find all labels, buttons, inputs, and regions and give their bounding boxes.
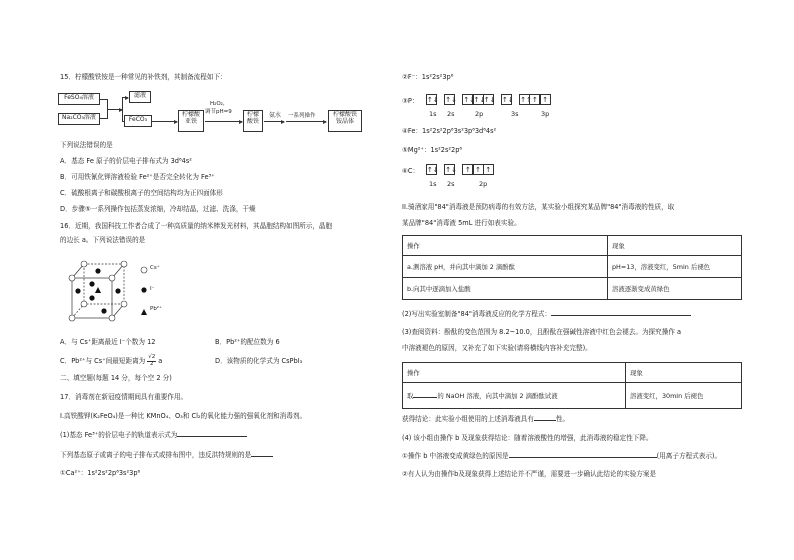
- flow-arrow-4: [286, 121, 326, 122]
- table-cell-prefix: 取: [407, 391, 414, 400]
- config-ca: ①Ca²⁺：1s²2s²2p⁶3s²3p⁶: [60, 469, 141, 477]
- orbital-cell: ↑↓: [445, 166, 457, 174]
- orbital-cell: ↑↓: [473, 96, 486, 104]
- conclusion-end: 性。: [555, 415, 570, 423]
- orbital-label: 3p: [541, 110, 550, 118]
- q17-part1-q1-text: (1)基态 Fe³⁺的价层电子的轨道表示式为: [60, 431, 178, 439]
- table-row: [403, 278, 742, 300]
- orbital-cell: ↑: [483, 164, 494, 175]
- flow-filtrate-box: 滤液: [129, 91, 151, 103]
- answer-blank[interactable]: [551, 315, 691, 316]
- part2-q4-2: ②有人认为由操作b及现象获得上述结论并不严谨，需要进一步确认此结论的实验方案是: [402, 470, 657, 478]
- section-2-heading: 二、填空题(每题 14 分，每个空 2 分): [60, 374, 172, 382]
- orbital-cell: ↑: [540, 94, 551, 105]
- part2-q4-1-text: ①操作 b 中溶液变成黄绿色的原因是: [402, 452, 509, 460]
- fraction-numerator: √2: [148, 354, 156, 360]
- orbital-cell: ↑: [529, 94, 540, 105]
- q16-option-b: B．Pb²⁺的配位数为 6: [215, 338, 280, 346]
- config-c-label: ⑥C：: [402, 167, 420, 175]
- config-f: ②F⁻：1s²2s²3p⁶: [402, 73, 454, 81]
- part2-q2-text: (2)写出实验室制备"84"消毒液反应的化学方程式：: [402, 310, 552, 318]
- legend-cs: Cs⁺: [150, 265, 160, 271]
- orbital-cell: ↑↓: [502, 96, 514, 104]
- table-cell: [403, 383, 626, 409]
- answer-blank[interactable]: [251, 456, 273, 457]
- table-cell: pH=13，溶液变红，5min 后褪色: [608, 256, 742, 278]
- conclusion: [402, 415, 569, 423]
- flow-arrow-0: [108, 109, 122, 110]
- answer-blank[interactable]: [413, 397, 437, 398]
- flow-arrow-2: [205, 121, 242, 122]
- flow-feco3-box: FeCO₃: [124, 115, 152, 127]
- q15-option-a: A．基态 Fe 原子的价层电子排布式为 3d⁶4s²: [60, 157, 192, 165]
- q16-title: 16．近期，我国科技工作者合成了一种高质量的纳米棒发光材料，其晶胞结构如图所示，晶胞: [60, 222, 333, 230]
- q17-part1-intro: I.高铁酸钾(K₂FeO₄)是一种比 KMnO₄、O₃和 Cl₂的氧化能力强的强氧化剂和消毒剂。: [60, 412, 307, 420]
- legend-pb: Pb²⁺: [150, 306, 162, 312]
- orbital-gap: [436, 164, 444, 175]
- orbital-cell: ↑↓: [427, 96, 439, 104]
- q16-title-2: 的边长 a。下列说法错误的是: [60, 236, 146, 244]
- q16-option-d: D．该物质的化学式为 CsPbI₃: [215, 357, 303, 365]
- q15-title: 15．柠檬酸铁铵是一种常见的补铁剂，其制备流程如下：: [60, 73, 227, 81]
- flow-product-box: 柠檬酸铁铵晶体: [328, 110, 362, 132]
- flow-step1-box: 柠檬酸亚铁: [178, 110, 204, 132]
- table-cell: a.测溶液 pH，并向其中滴加 2 滴酚酞: [403, 256, 608, 278]
- orbital-diagram-c: [426, 164, 493, 175]
- orbital-cell: ↑↑: [520, 96, 532, 104]
- table-header: 现象: [608, 236, 742, 256]
- flow-split-line: [122, 97, 123, 121]
- q17-part1-q1: [60, 431, 247, 439]
- table-header: 现象: [626, 363, 742, 383]
- orbital-diagram-p: [426, 94, 550, 105]
- q16-option-a: A．与 Cs⁺距离最近 I⁻个数为 12: [60, 338, 156, 346]
- orbital-label: 1s: [429, 180, 437, 188]
- orbital-label: 2p: [475, 110, 484, 118]
- flow-arrow-filtrate: [122, 97, 128, 98]
- q17-title: 17．消毒剂在新冠疫情期间具有重要作用。: [60, 393, 188, 401]
- legend-i: I⁻: [150, 286, 155, 292]
- config-p-label: ③P：: [402, 97, 419, 105]
- part2-q4-1-end: (用离子方程式表示)。: [656, 452, 722, 460]
- orbital-cell: ↑↓: [463, 96, 476, 104]
- part2-q2: [402, 310, 691, 318]
- part2-q4-1: [402, 452, 721, 460]
- fraction: [147, 355, 156, 367]
- orbital-cell: ↑↓: [483, 96, 496, 104]
- q17-part1-hund: [60, 451, 273, 459]
- part2-intro-line2: 某品牌"84"消毒液 5mL 进行如表实验。: [402, 219, 521, 227]
- table-header: 操作: [403, 236, 608, 256]
- table-cell: b.向其中逐滴加入盐酸: [403, 278, 608, 300]
- flow-arrow-3: [264, 121, 284, 122]
- part2-q3-line2: 中溶液褪色的原因，又补充了如下实验(请将横线内容补充完整)。: [402, 344, 592, 352]
- orbital-label: 1s: [429, 110, 437, 118]
- experiment-table-2: [402, 362, 742, 409]
- orbital-gap: [436, 94, 444, 105]
- flow-arrow-1: [152, 121, 177, 122]
- orbital-label: 2s: [447, 110, 455, 118]
- part2-intro-line1: II.骑酒家用"84"消毒液是预防病毒的有效方法，某实验小组探究某品牌"84"消毒液的性质，取: [402, 203, 675, 211]
- table-cell: 溶液逐渐变成黄绿色: [608, 278, 742, 300]
- answer-blank[interactable]: [534, 420, 556, 421]
- flow-step2-box: 柠檬酸铁: [243, 110, 263, 132]
- q15-question: 下列说法错误的是: [60, 141, 113, 149]
- table-row: [403, 256, 742, 278]
- experiment-table-1: [402, 235, 742, 300]
- flow-condition-line1: H₂O₂，: [210, 101, 229, 107]
- flow-condition-line2: 调节pH=9: [205, 109, 232, 115]
- orbital-cell: ↑↓: [445, 96, 457, 104]
- flow-series-ops-label: 一系列操作: [288, 113, 316, 119]
- config-fe: ④Fe：1s²2s²2p⁶3s²3p⁶3d⁶4s²: [402, 127, 497, 135]
- flow-na2co3-box: Na₂CO₃溶液: [58, 113, 100, 125]
- answer-blank[interactable]: [177, 436, 247, 437]
- answer-blank[interactable]: [509, 457, 657, 458]
- fraction-denominator: 2: [150, 360, 154, 367]
- flow-ammonia-box: 氨水: [266, 112, 284, 124]
- orbital-cell: ↑: [473, 164, 484, 175]
- orbital-gap: [454, 94, 462, 105]
- orbital-gap: [493, 94, 501, 105]
- orbital-cell: ↑: [462, 164, 473, 175]
- part2-q4: (4) 该小组由操作 b 及现象获得结论：随着溶液酸性的增强，此消毒液的稳定性下降。: [402, 434, 653, 442]
- config-mg: ⑤Mg²⁺：1s²2s²2p⁶: [402, 146, 463, 154]
- q16-option-c: [60, 355, 162, 367]
- q16-option-c-unit: a: [158, 356, 163, 365]
- table-header: 操作: [403, 363, 626, 383]
- q15-option-d: D．步骤⑤一系列操作包括蒸发浓缩，冷却结晶，过滤、洗涤，干燥: [60, 205, 256, 213]
- orbital-label: 3s: [511, 110, 519, 118]
- table-row: [403, 383, 742, 409]
- table-cell-text: 的 NaOH 溶液，向其中滴加 2 滴酚酞试液: [437, 391, 558, 400]
- q15-option-c: C．硫酸根离子和碳酸根离子的空间结构均为正四面体形: [60, 189, 223, 197]
- orbital-gap: [511, 94, 519, 105]
- orbital-cell: ↑↓: [427, 166, 439, 174]
- orbital-label: 2s: [447, 180, 455, 188]
- conclusion-text: 获得结论：此实验小组使用的上述消毒液具有: [402, 415, 534, 423]
- crystal-cell-diagram: [62, 258, 182, 326]
- table-cell: 溶液变红，30min 后褪色: [626, 383, 742, 409]
- q16-option-c-text: C．Pb²⁺与 Cs⁺间最短距离为: [60, 356, 146, 365]
- flow-merge-line: [100, 99, 108, 119]
- q17-part1-hund-text: 下列基态原子或离子的电子排布式或排布图中，违反洪特规则的是: [60, 451, 252, 459]
- orbital-gap: [454, 164, 462, 175]
- part2-q3-line1: (3)查阅资料：酚酞的变色范围为 8.2~10.0，且酚酞在强碱性溶液中红色会褪去。为探究操作 a: [402, 328, 682, 336]
- orbital-label: 2p: [479, 180, 488, 188]
- q15-option-b: B．可用铁氰化钾溶液检验 Fe²⁺是否完全转化为 Fe³⁺: [60, 173, 215, 181]
- flow-feso4-box: FeSO₄溶液: [58, 93, 100, 105]
